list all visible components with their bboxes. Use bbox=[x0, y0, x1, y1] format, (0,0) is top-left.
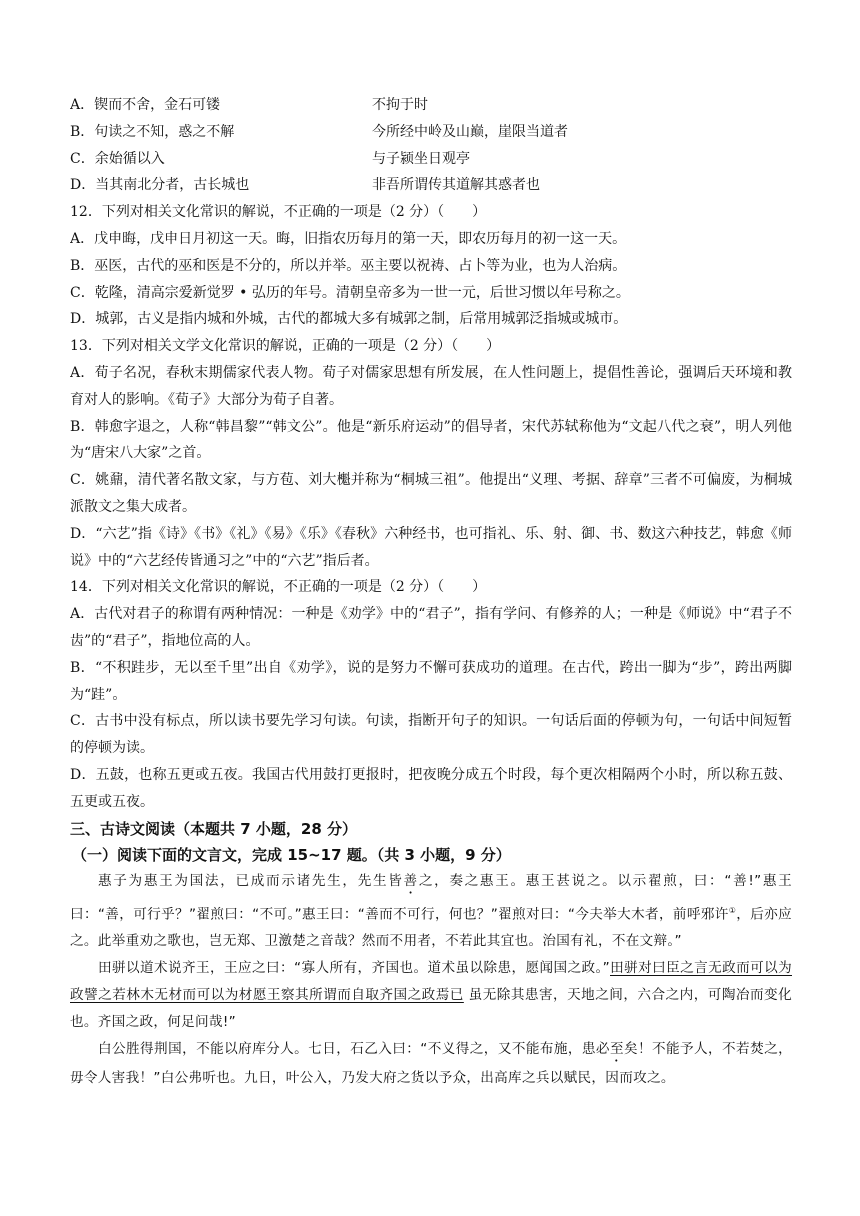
exam-page bbox=[70, 92, 792, 1092]
q14-option-c: C．古书中没有标点，所以读书要先学习句读。句读，指断开句子的知识。一句话后面的停顿为句，一句话中间短暂的停顿为读。 bbox=[70, 713, 792, 757]
q11-option-d: D．当其南北分者，古长城也 非吾所谓传其道解其惑者也 bbox=[70, 177, 540, 194]
passage-paragraph-1: 惠子为惠王为国法，已成而示诸先生，先生皆善之，奏之惠王。惠王甚说之。以示翟煎，曰：“善!”惠王曰：“善，可行乎？”翟煎曰：“不可。”惠王曰：“善而不可行，何也？”翟煎对曰：“今夫举大木者，前呼邪许①，后亦应之。此举重劝之歌也，岂无郑、卫激楚之音哉？然而不用者，不若此其宜也。治国有礼，不在文辩。” bbox=[70, 872, 792, 950]
q14-option-a: A．古代对君子的称谓有两种情况：一种是《劝学》中的“君子”，指有学问、有修养的人；一种是《师说》中“君子不齿”的“君子”，指地位高的人。 bbox=[70, 606, 792, 649]
q13-option-a: A．荀子名况，春秋末期儒家代表人物。荀子对儒家思想有所发展，在人性问题上，提倡性善论，强调后天环境和教育对人的影响。《荀子》大部分为荀子自著。 bbox=[70, 364, 792, 408]
q13-option-d: D．“六艺”指《诗》《书》《礼》《易》《乐》《春秋》六种经书，也可指礼、乐、射、御、书、数这六种技艺，韩愈《师说》中的“六艺经传皆通习之”中的“六艺”指后者。 bbox=[70, 525, 792, 569]
q12-option-a: A．戊申晦，戊申日月初这一天。晦，旧指农历每月的第一天，即农历每月的初一这一天。 bbox=[70, 230, 627, 247]
q12-option-c: C．乾隆，清高宗爱新觉罗 • 弘历的年号。清朝皇帝多为一世一元，后世习惯以年号称之。 bbox=[70, 284, 630, 301]
q13-stem: 13．下列对相关文学文化常识的解说，正确的一项是（2 分）（ ） bbox=[70, 338, 501, 355]
q11-option-c: C．余始循以入 与子颍坐日观亭 bbox=[70, 150, 470, 167]
passage-paragraph-3: 白公胜得荆国，不能以府库分人。七日，石乙入曰：“不义得之，又不能布施，患必至矣！不能予人，不若焚之，毋令人害我！”白公弗听也。九日，叶公入，乃发大府之货以予众，出高库之兵以赋民，因而攻之。 bbox=[70, 1041, 792, 1087]
q12-stem: 12．下列对相关文化常识的解说，不正确的一项是（2 分）（ ） bbox=[70, 204, 487, 221]
q14-option-d: D．五鼓，也称五更或五夜。我国古代用鼓打更报时，把夜晚分成五个时段，每个更次相隔两个小时，所以称五鼓、五更或五夜。 bbox=[70, 766, 792, 810]
q14-option-b: B．“不积跬步，无以至千里”出自《劝学》，说的是努力不懈可获成功的道理。在古代，跨出一脚为“步”，跨出两脚为“跬”。 bbox=[70, 659, 792, 703]
q13-option-b: B．韩愈字退之，人称“韩昌黎”“韩文公”。他是“新乐府运动”的倡导者，宋代苏轼称他为“文起八代之衰”，明人列他为“唐宋八大家”之首。 bbox=[70, 418, 792, 462]
passage-paragraph-2: 田骈以道术说齐王，王应之曰：“寡人所有，齐国也。道术虽以除患，愿闻国之政。”田骈对曰臣之言无政而可以为政譬之若林木无材而可以为材愿王察其所谓而自取齐国之政焉已 虽无除其患害，天地之间，六合之内，可陶冶而变化也。齐国之政，何足问哉!” bbox=[70, 960, 792, 1031]
subsection-1-heading: （一）阅读下面的文言文，完成 15~17 题。（共 3 小题，9 分） bbox=[72, 845, 511, 864]
q11-option-a: A．锲而不舍，金石可镂 不拘于时 bbox=[70, 97, 428, 113]
q12-option-b: B．巫医，古代的巫和医是不分的，所以并举。巫主要以祝祷、占卜等为业，也为人治病。 bbox=[70, 257, 627, 274]
section-3-heading: 三、古诗文阅读（本题共 7 小题，28 分） bbox=[70, 819, 357, 838]
q13-option-c: C．姚鼐，清代著名散文家，与方苞、刘大櫆并称为“桐城三祖”。他提出“义理、考据、辞章”三者不可偏废，为桐城派散文之集大成者。 bbox=[70, 472, 792, 515]
q14-stem: 14．下列对相关文化常识的解说，不正确的一项是（2 分）（ ） bbox=[70, 579, 487, 596]
footnote-marker: ① bbox=[728, 905, 737, 915]
q11-option-b: B．句读之不知，惑之不解 今所经中岭及山巅，崖限当道者 bbox=[70, 123, 568, 140]
underlined-sentence: 田骈对曰臣之言无政而可以为政譬之若林木无材而可以为材愿王察其所谓而自取齐国之政焉已 bbox=[70, 960, 792, 1004]
emphasis-dot-word: 善 bbox=[403, 872, 419, 889]
emphasis-dot-word: 至 bbox=[609, 1041, 624, 1058]
q12-option-d: D．城郭，古义是指内城和外城，古代的都城大多有城郭之制，后常用城郭泛指城或城市。 bbox=[70, 311, 628, 328]
